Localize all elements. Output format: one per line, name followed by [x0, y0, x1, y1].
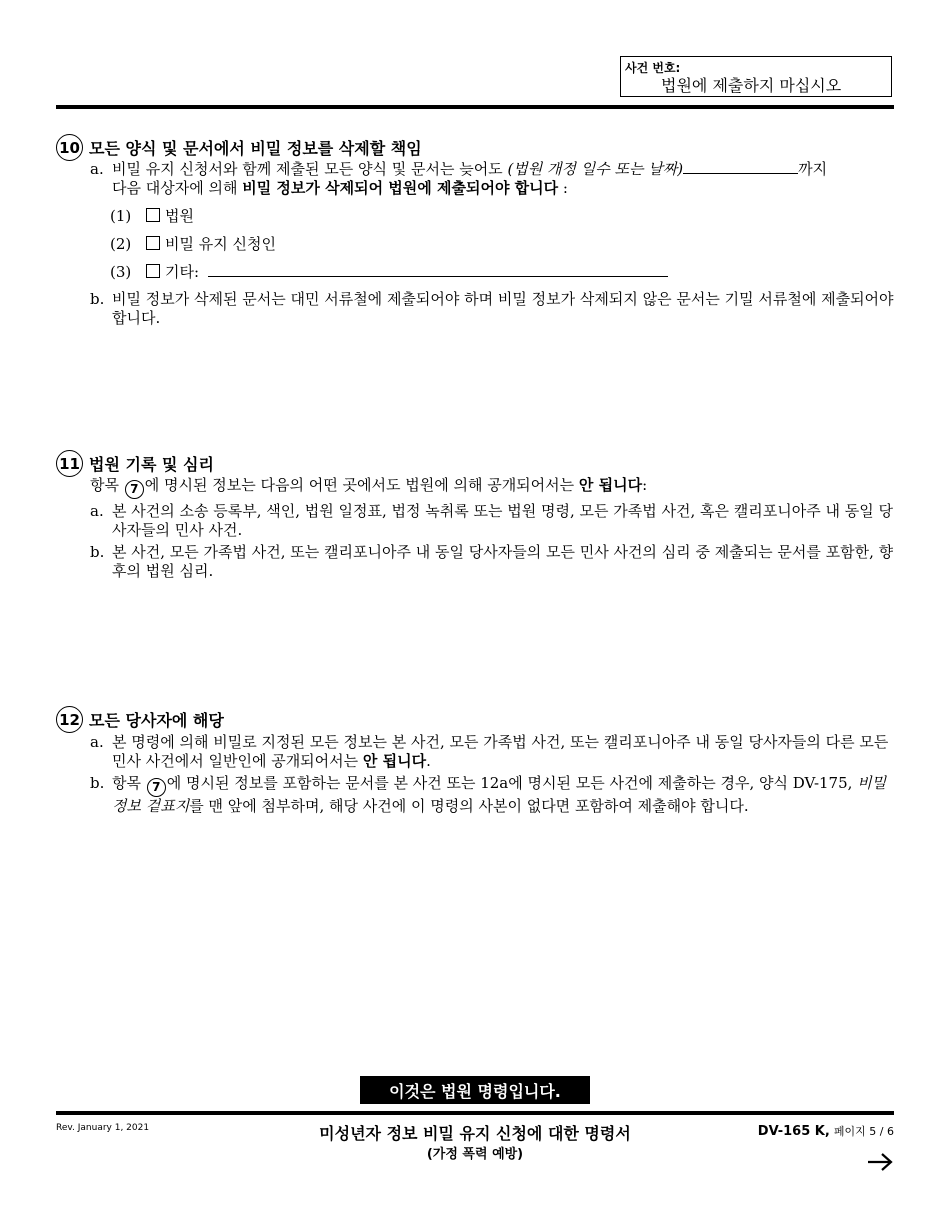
section-11-intro: 항목 7 에 명시된 정보는 다음의 어떤 곳에서도 법원에 의해 공개되어서는 안 됩니다:	[56, 476, 894, 499]
section-10-header	[56, 134, 894, 162]
item-12b: b. 항목 7 에 명시된 정보를 포함하는 문서를 본 사건 또는 12a에 명시된 모든 사건에 제출하는 경우, 양식 DV-175, 비밀 정보 겉표지를 맨 앞에 첨부하며, 해당 사건에 이 명령의 사본이 없다면 포함하여 제출해야 합니다.	[90, 774, 887, 815]
item-11b: b. 본 사건, 모든 가족법 사건, 또는 캘리포니아주 내 동일 당사자들의 모든 민사 사건의 심리 중 제출되는 문서를 포함한, 향후의 법원 심리.	[90, 543, 894, 580]
deadline-blank[interactable]	[683, 173, 798, 174]
case-number-box	[620, 56, 892, 97]
case-number-value: 법원에 제출하지 마십시오	[661, 76, 842, 95]
page-number: 페이지 5 / 6	[833, 1125, 894, 1138]
section-title: 모든 양식 및 문서에서 비밀 정보를 삭제할 책임	[89, 139, 422, 158]
section-12	[56, 706, 894, 816]
section-number: 11	[56, 450, 83, 477]
header-rule	[56, 105, 894, 109]
option-petitioner: (2) 비밀 유지 신청인	[110, 235, 276, 253]
court-order-banner: 이것은 법원 명령입니다.	[360, 1076, 590, 1104]
checkbox-other[interactable]	[146, 264, 160, 278]
item-reference: 7	[147, 778, 166, 797]
footer-rule	[56, 1111, 894, 1115]
item-10b: b. 비밀 정보가 삭제된 문서는 대민 서류철에 제출되어야 하며 비밀 정보가 삭제되지 않은 문서는 기밀 서류철에 제출되어야 합니다.	[90, 290, 894, 327]
form-id	[758, 1123, 894, 1139]
section-title: 법원 기록 및 심리	[89, 455, 214, 474]
section-11	[56, 450, 894, 581]
section-number: 12	[56, 706, 83, 733]
checkbox-petitioner[interactable]	[146, 236, 160, 250]
section-number: 10	[56, 134, 83, 161]
option-court: (1) 법원	[110, 207, 194, 225]
section-12-header	[56, 706, 894, 734]
item-12a: a. 본 명령에 의해 비밀로 지정된 모든 정보는 본 사건, 모든 가족법 사건, 또는 캘리포니아주 내 동일 당사자들의 다른 모든 민사 사건에서 일반인에 공개되어서는 안 됩니다.	[90, 733, 889, 770]
form-subtitle: (가정 폭력 예방)	[426, 1147, 524, 1162]
section-11-header	[56, 450, 894, 478]
item-10a: a. 비밀 유지 신청서와 함께 제출된 모든 양식 및 문서는 늦어도 (법원 개정 일수 또는 날짜) 까지 다음 대상자에 의해 비밀 정보가 삭제되어 법원에 제출되어야 합니다 :	[90, 160, 828, 197]
section-10	[56, 134, 894, 328]
case-number-label: 사건 번호:	[625, 61, 681, 75]
other-blank[interactable]	[208, 276, 668, 277]
item-reference: 7	[125, 480, 144, 499]
checkbox-court[interactable]	[146, 208, 160, 222]
right-arrow-icon[interactable]	[866, 1152, 894, 1172]
form-title: 미성년자 정보 비밀 유지 신청에 대한 명령서	[319, 1124, 631, 1143]
item-11a: a. 본 사건의 소송 등록부, 색인, 법원 일정표, 법정 녹취록 또는 법원 명령, 모든 가족법 사건, 혹은 캘리포니아주 내 동일 당사자들의 민사 사건.	[90, 502, 893, 539]
option-other: (3) 기타:	[56, 263, 894, 282]
revision-date: Rev. January 1, 2021	[56, 1123, 150, 1133]
form-number: DV-165 K,	[757, 1124, 830, 1139]
section-title: 모든 당사자에 해당	[89, 711, 224, 730]
